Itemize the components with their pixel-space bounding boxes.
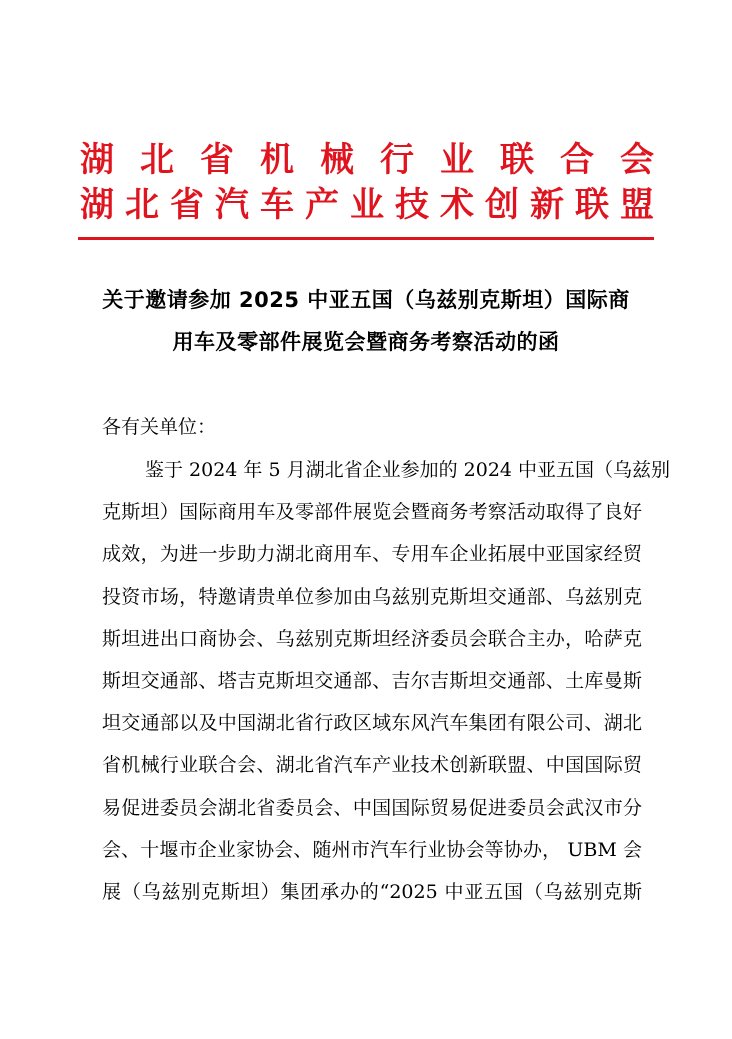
letterhead-char: 业 (350, 185, 384, 225)
body-text-line: 展（乌兹别克斯坦）集团承办的“2025 中亚五国（乌兹别克斯 (102, 881, 642, 903)
header-divider (78, 237, 654, 240)
letterhead-char: 湖 (80, 140, 114, 180)
letterhead-char: 械 (320, 140, 354, 180)
body-text-line: 鉴于 2024 年 5 月湖北省企业参加的 2024 中亚五国（乌兹别 (145, 459, 671, 481)
letterhead-char: 会 (620, 140, 654, 180)
letterhead-char: 汽 (215, 185, 249, 225)
body-text-line: 克斯坦）国际商用车及零部件展览会暨商务考察活动取得了良好 (102, 501, 642, 524)
letterhead-char: 车 (260, 185, 294, 225)
body-text-line: 易促进委员会湖北省委员会、中国国际贸易促进委员会武汉市分 (102, 796, 642, 819)
letterhead-char: 省 (170, 185, 204, 225)
letterhead-char: 联 (575, 185, 609, 225)
letterhead-char: 联 (500, 140, 534, 180)
body-text-line: 投资市场，特邀请贵单位参加由乌兹别克斯坦交通部、乌兹别克 (102, 585, 642, 608)
letterhead-char: 产 (305, 185, 339, 225)
letterhead-char: 新 (530, 185, 564, 225)
document-title-line-1: 关于邀请参加 2025 中亚五国（乌兹别克斯坦）国际商 (102, 288, 630, 312)
body-text-line: 成效，为进一步助力湖北商用车、专用车企业拓展中亚国家经贸 (102, 543, 642, 566)
letterhead-char: 机 (260, 140, 294, 180)
body-text-line: 斯坦交通部、塔吉克斯坦交通部、吉尔吉斯坦交通部、土库曼斯 (102, 670, 642, 692)
letterhead-char: 省 (200, 140, 234, 180)
letterhead-char: 湖 (80, 185, 114, 225)
letterhead-char: 创 (485, 185, 519, 225)
salutation: 各有关单位： (102, 416, 217, 438)
letterhead-char: 术 (440, 185, 474, 225)
body-text-line: 斯坦进出口商协会、乌兹别克斯坦经济委员会联合主办，哈萨克 (102, 627, 642, 650)
letterhead-char: 北 (125, 185, 159, 225)
body-text-line: 省机械行业联合会、湖北省汽车产业技术创新联盟、中国国际贸 (102, 754, 642, 777)
body-text-line: 会、十堰市企业家协会、随州市汽车行业协会等协办， UBM 会 (102, 838, 642, 861)
letterhead-char: 北 (140, 140, 174, 180)
letterhead-char: 合 (560, 140, 594, 180)
letterhead-char: 盟 (620, 185, 654, 225)
body-text-line: 坦交通部以及中国湖北省行政区域东风汽车集团有限公司、湖北 (102, 712, 642, 735)
org-name-auto-industry-alliance (80, 185, 654, 225)
document-title-line-2: 用车及零部件展览会暨商务考察活动的函 (172, 330, 560, 354)
org-name-machinery-federation (80, 140, 654, 180)
letterhead-char: 技 (395, 185, 429, 225)
letterhead-char: 行 (380, 140, 414, 180)
letterhead-char: 业 (440, 140, 474, 180)
